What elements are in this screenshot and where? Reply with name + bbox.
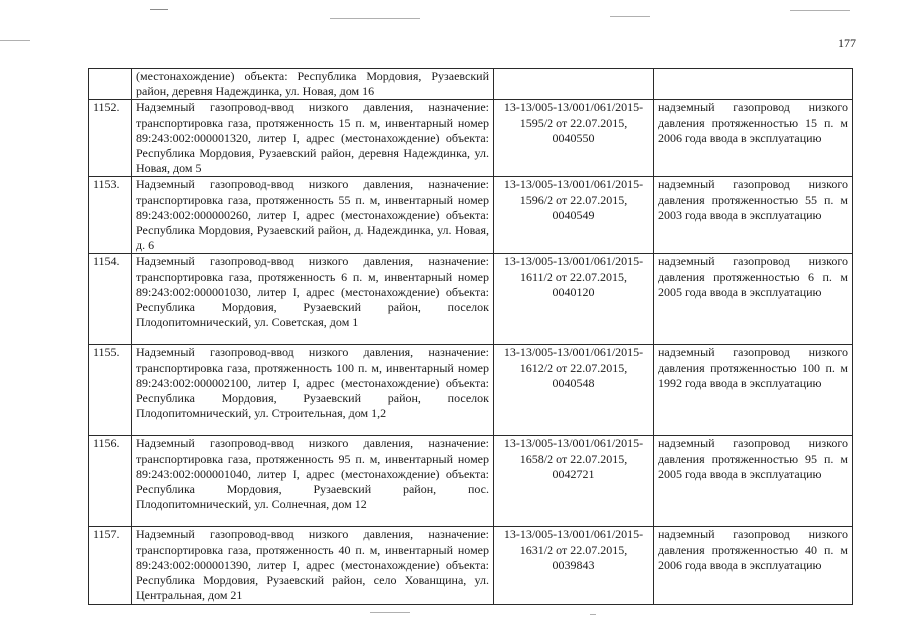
table-row — [89, 436, 853, 527]
row-number: 1155. — [89, 345, 132, 436]
table-row — [89, 100, 853, 177]
row-registration: 13-13/005-13/001/061/2015-1658/2 от 22.07.2015, 0042721 — [494, 436, 654, 527]
registry-table — [88, 68, 853, 605]
row-characteristics: надземный газопровод низкого давления протяженностью 6 п. м 2005 года ввода в эксплуатацию — [654, 254, 853, 345]
table-row — [89, 345, 853, 436]
row-registration — [494, 69, 654, 100]
row-number — [89, 69, 132, 100]
row-registration: 13-13/005-13/001/061/2015-1611/2 от 22.07.2015, 0040120 — [494, 254, 654, 345]
row-description: Надземный газопровод-ввод низкого давления, назначение: транспортировка газа, протяженность 6 п. м, инвентарный номер 89:243:002:000001030, литер I, адрес (местонахождение) объекта: Республика Мордовия, Рузаевский район, поселок Плодопитомнический, ул. Советская, дом 1 — [132, 254, 494, 345]
row-description: (местонахождение) объекта: Республика Мордовия, Рузаевский район, деревня Надеждинка, ул. Новая, дом 16 — [132, 69, 494, 100]
table-row — [89, 527, 853, 605]
table-row — [89, 177, 853, 254]
row-description: Надземный газопровод-ввод низкого давления, назначение: транспортировка газа, протяженность 100 п. м, инвентарный номер 89:243:002:000002100, литер I, адрес (местонахождение) объекта: Республика Мордовия, Рузаевский район, поселок Плодопитомнический, ул. Строительная, дом 1,2 — [132, 345, 494, 436]
page-number: 177 — [838, 36, 856, 50]
row-registration: 13-13/005-13/001/061/2015-1596/2 от 22.07.2015, 0040549 — [494, 177, 654, 254]
row-description: Надземный газопровод-ввод низкого давления, назначение: транспортировка газа, протяженность 15 п. м, инвентарный номер 89:243:002:000001320, литер I, адрес (местонахождение) объекта: Республика Мордовия, Рузаевский район, деревня Надеждинка, ул. Новая, дом 5 — [132, 100, 494, 177]
row-characteristics: надземный газопровод низкого давления протяженностью 100 п. м 1992 года ввода в эксплуатацию — [654, 345, 853, 436]
row-number: 1157. — [89, 527, 132, 605]
row-number: 1156. — [89, 436, 132, 527]
table-row — [89, 254, 853, 345]
row-registration: 13-13/005-13/001/061/2015-1595/2 от 22.07.2015, 0040550 — [494, 100, 654, 177]
row-characteristics: надземный газопровод низкого давления протяженностью 15 п. м 2006 года ввода в эксплуатацию — [654, 100, 853, 177]
row-registration: 13-13/005-13/001/061/2015-1612/2 от 22.07.2015, 0040548 — [494, 345, 654, 436]
row-description: Надземный газопровод-ввод низкого давления, назначение: транспортировка газа, протяженность 55 п. м, инвентарный номер 89:243:002:000000260, литер I, адрес (местонахождение) объекта: Республика Мордовия, Рузаевский район, д. Надеждинка, ул. Новая, д. 6 — [132, 177, 494, 254]
row-description: Надземный газопровод-ввод низкого давления, назначение: транспортировка газа, протяженность 95 п. м, инвентарный номер 89:243:002:000001040, литер I, адрес (местонахождение) объекта: Республика Мордовия, Рузаевский район, пос. Плодопитомнический, ул. Солнечная, дом 12 — [132, 436, 494, 527]
row-number: 1152. — [89, 100, 132, 177]
row-characteristics: надземный газопровод низкого давления протяженностью 95 п. м 2005 года ввода в эксплуатацию — [654, 436, 853, 527]
table-row — [89, 69, 853, 100]
row-number: 1154. — [89, 254, 132, 345]
row-characteristics: надземный газопровод низкого давления протяженностью 55 п. м 2003 года ввода в эксплуатацию — [654, 177, 853, 254]
row-characteristics — [654, 69, 853, 100]
row-number: 1153. — [89, 177, 132, 254]
row-characteristics: надземный газопровод низкого давления протяженностью 40 п. м 2006 года ввода в эксплуатацию — [654, 527, 853, 605]
row-description: Надземный газопровод-ввод низкого давления, назначение: транспортировка газа, протяженность 40 п. м, инвентарный номер 89:243:002:000001390, литер I, адрес (местонахождение) объекта: Республика Мордовия, Рузаевский район, село Хованщина, ул. Центральная, дом 21 — [132, 527, 494, 605]
row-registration: 13-13/005-13/001/061/2015-1631/2 от 22.07.2015, 0039843 — [494, 527, 654, 605]
